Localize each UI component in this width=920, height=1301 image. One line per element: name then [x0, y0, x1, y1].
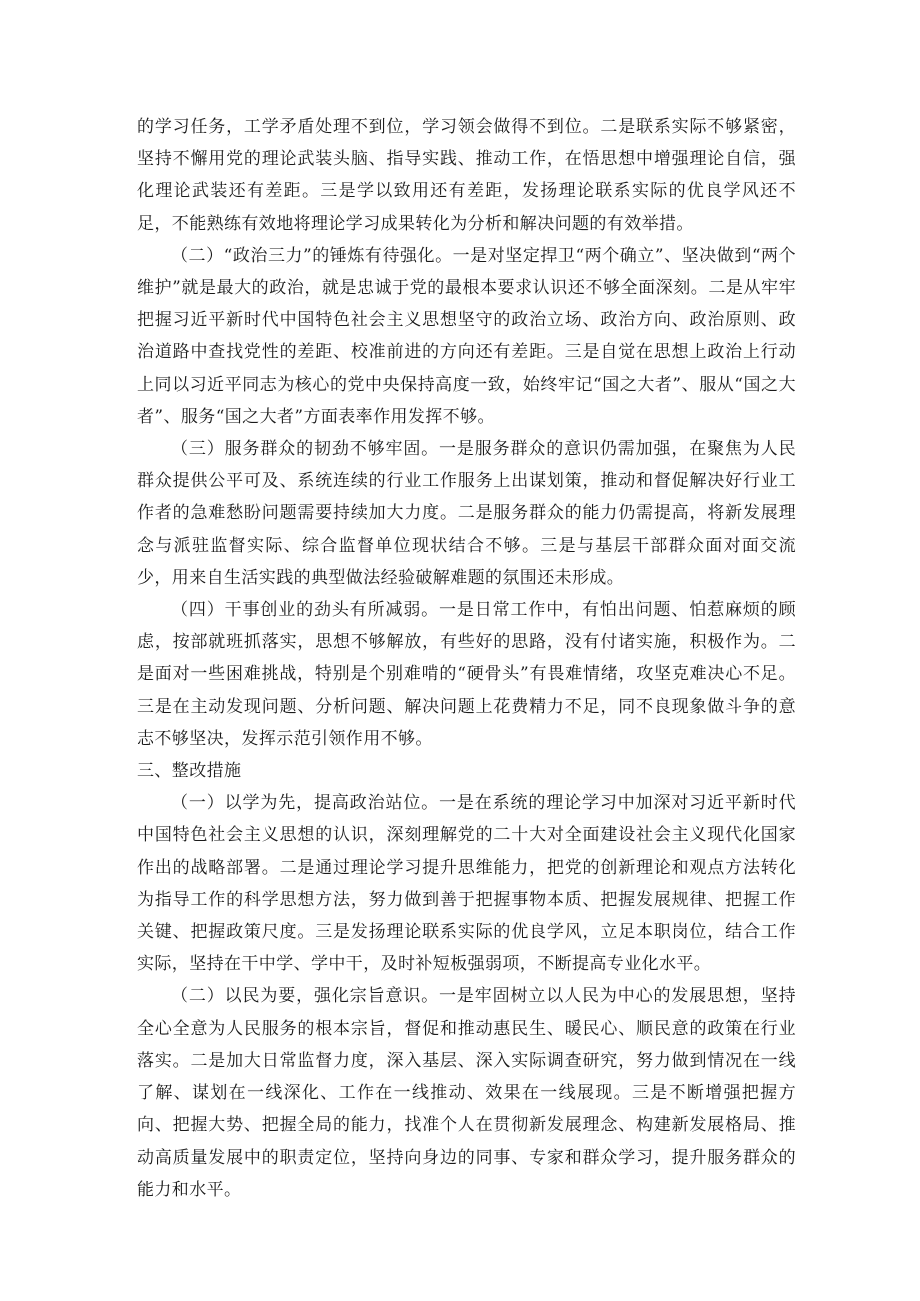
section-heading-rectification: 三、整改措施 — [137, 761, 242, 782]
paragraph-study-first: （一）以学为先，提高政治站位。一是在系统的理论学习中加深对习近平新时代中国特色社会主义思想的认识，深刻理解党的二十大对全面建设社会主义现代化国家作出的战略部署。二是通过理论学习提升思维能力，把党的创新理论和观点方法转化为指导工作的科学思想方法，努力做到善于把握事物本质、把握发展规律、把握工作关键、把握政策尺度。三是发扬理论联系实际的优良学风，立足本职岗位，结合工作实际，坚持在干中学、学中干，及时补短板强弱项，不断提高专业化水平。 — [137, 793, 796, 975]
paragraph-political-abilities: （二）“政治三力”的锤炼有待强化。一是对坚定捍卫“两个确立”、坚决做到“两个维护”就是最大的政治，就是忠诚于党的最根本要求认识还不够全面深刻。二是从牢牢把握习近平新时代中国特色社会主义思想坚守的政治立场、政治方向、政治原则、政治道路中查找党性的差距、校准前进的方向还有差距。三是自觉在思想上政治上行动上同以习近平同志为核心的党中央保持高度一致，始终牢记“国之大者”、服从“国之大者”、服务“国之大者”方面表率作用发挥不够。 — [137, 245, 796, 427]
paragraph-work-drive: （四）干事创业的劲头有所减弱。一是日常工作中，有怕出问题、怕惹麻烦的顾虑，按部就班抓落实，思想不够解放，有些好的思路，没有付诸实施，积极作为。二是面对一些困难挑战，特别是个别难啃的“硬骨头”有畏难情绪，攻坚克难决心不足。三是在主动发现问题、分析问题、解决问题上花费精力不足，同不良现象做斗争的意志不够坚决，发挥示范引领作用不够。 — [137, 600, 796, 749]
paragraph-serving-masses: （三）服务群众的韧劲不够牢固。一是服务群众的意识仍需加强，在聚焦为人民群众提供公平可及、系统连续的行业工作服务上出谋划策，推动和督促解决好行业工作者的急难愁盼问题需要持续加大力度。二是服务群众的能力仍需提高，将新发展理念与派驻监督实际、综合监督单位现状结合不够。三是与基层干部群众面对面交流少，用来自生活实践的典型做法经验破解难题的氛围还未形成。 — [137, 439, 796, 588]
document-body — [137, 111, 796, 1206]
paragraph-people-first: （二）以民为要，强化宗旨意识。一是牢固树立以人民为中心的发展思想，坚持全心全意为人民服务的根本宗旨，督促和推动惠民生、暖民心、顺民意的政策在行业落实。二是加大日常监督力度，深入基层、深入实际调查研究，努力做到情况在一线了解、谋划在一线深化、工作在一线推动、效果在一线展现。三是不断增强把握方向、把握大势、把握全局的能力，找准个人在贯彻新发展理念、构建新发展格局、推动高质量发展中的职责定位，坚持向身边的同事、专家和群众学习，提升服务群众的能力和水平。 — [137, 986, 796, 1200]
paragraph-continuation: 的学习任务，工学矛盾处理不到位，学习领会做得不到位。二是联系实际不够紧密，坚持不懈用党的理论武装头脑、指导实践、推动工作，在悟思想中增强理论自信，强化理论武装还有差距。三是学以致用还有差距，发扬理论联系实际的优良学风还不足，不能熟练有效地将理论学习成果转化为分析和解决问题的有效举措。 — [137, 117, 796, 234]
